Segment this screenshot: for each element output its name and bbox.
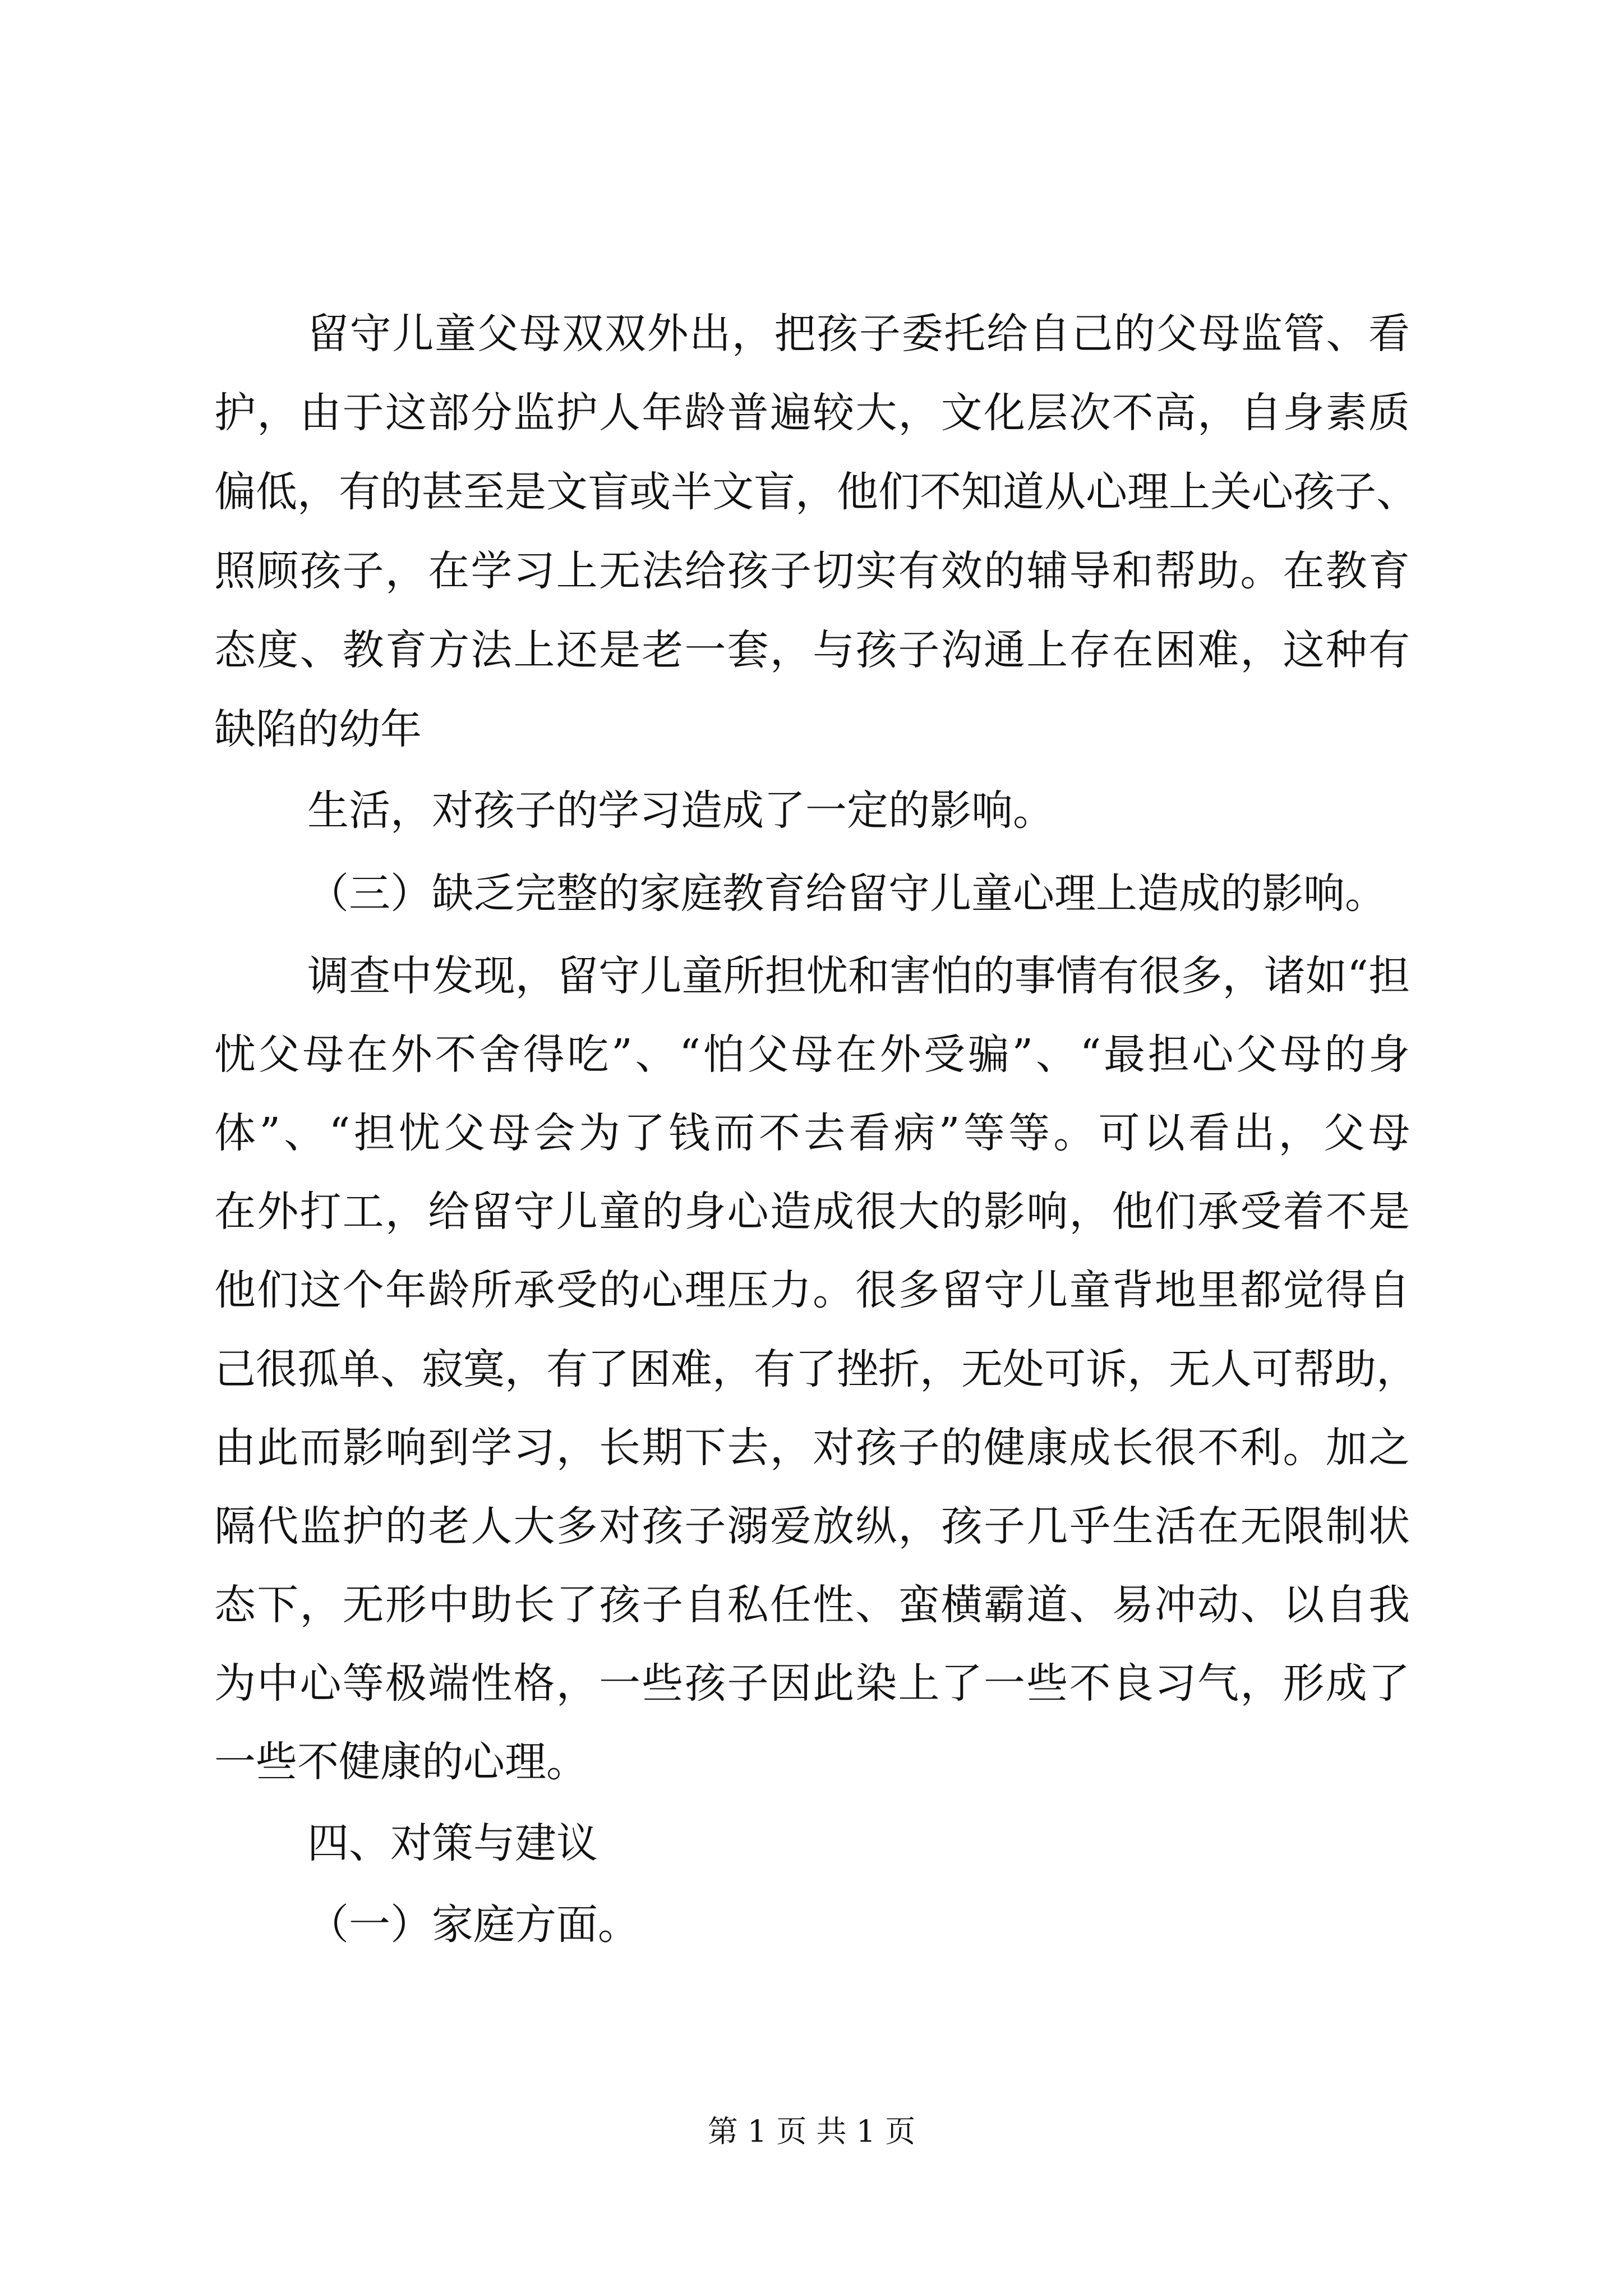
paragraph-line: 由此而影响到学习，长期下去，对孩子的健康成长很不利。加之 (214, 1424, 1410, 1472)
paragraph-line: 他们这个年龄所承受的心理压力。很多留守儿童背地里都觉得自 (214, 1266, 1410, 1314)
paragraph-line: 体”、“担忧父母会为了钱而不去看病”等等。可以看出，父母 (214, 1109, 1410, 1157)
paragraph-line: 一些不健康的心理。 (214, 1738, 588, 1786)
paragraph-line: 为中心等极端性格，一些孩子因此染上了一些不良习气，形成了 (214, 1659, 1410, 1708)
paragraph-line: 照顾孩子，在学习上无法给孩子切实有效的辅导和帮助。在教育 (214, 547, 1410, 595)
paragraph-line: 己很孤单、寂寞，有了困难，有了挫折，无处可诉，无人可帮助， (214, 1345, 1418, 1393)
paragraph-line: 隔代监护的老人大多对孩子溺爱放纵，孩子几乎生活在无限制状 (214, 1502, 1410, 1550)
paragraph-line: 忧父母在外不舍得吃”、“怕父母在外受骗”、“最担心父母的身 (214, 1030, 1410, 1079)
section-heading: （三）缺乏完整的家庭教育给留守儿童心理上造成的影响。 (307, 869, 1386, 918)
paragraph-line: 在外打工，给留守儿童的身心造成很大的影响，他们承受着不是 (214, 1188, 1410, 1236)
paragraph-line: 护，由于这部分监护人年龄普遍较大，文化层次不高，自身素质 (214, 389, 1410, 437)
paragraph-line: 生活，对孩子的学习造成了一定的影响。 (307, 786, 1054, 835)
paragraph-line: 偏低，有的甚至是文盲或半文盲，他们不知道从心理上关心孩子、 (214, 468, 1418, 516)
paragraph-line: 态度、教育方法上还是老一套，与孩子沟通上存在困难，这种有 (214, 626, 1410, 674)
paragraph-line: 调查中发现，留守儿童所担忧和害怕的事情有很多，诸如“担 (307, 952, 1410, 1000)
paragraph-line: 留守儿童父母双双外出，把孩子委托给自己的父母监管、看 (307, 310, 1410, 358)
page-footer: 第 1 页 共 1 页 (707, 2114, 916, 2149)
subsection-heading: （一）家庭方面。 (307, 1901, 639, 1949)
section-heading: 四、对策与建议 (307, 1819, 598, 1867)
paragraph-line: 缺陷的幼年 (214, 705, 422, 753)
paragraph-line: 态下，无形中助长了孩子自私任性、蛮横霸道、易冲动、以自我 (214, 1581, 1410, 1629)
